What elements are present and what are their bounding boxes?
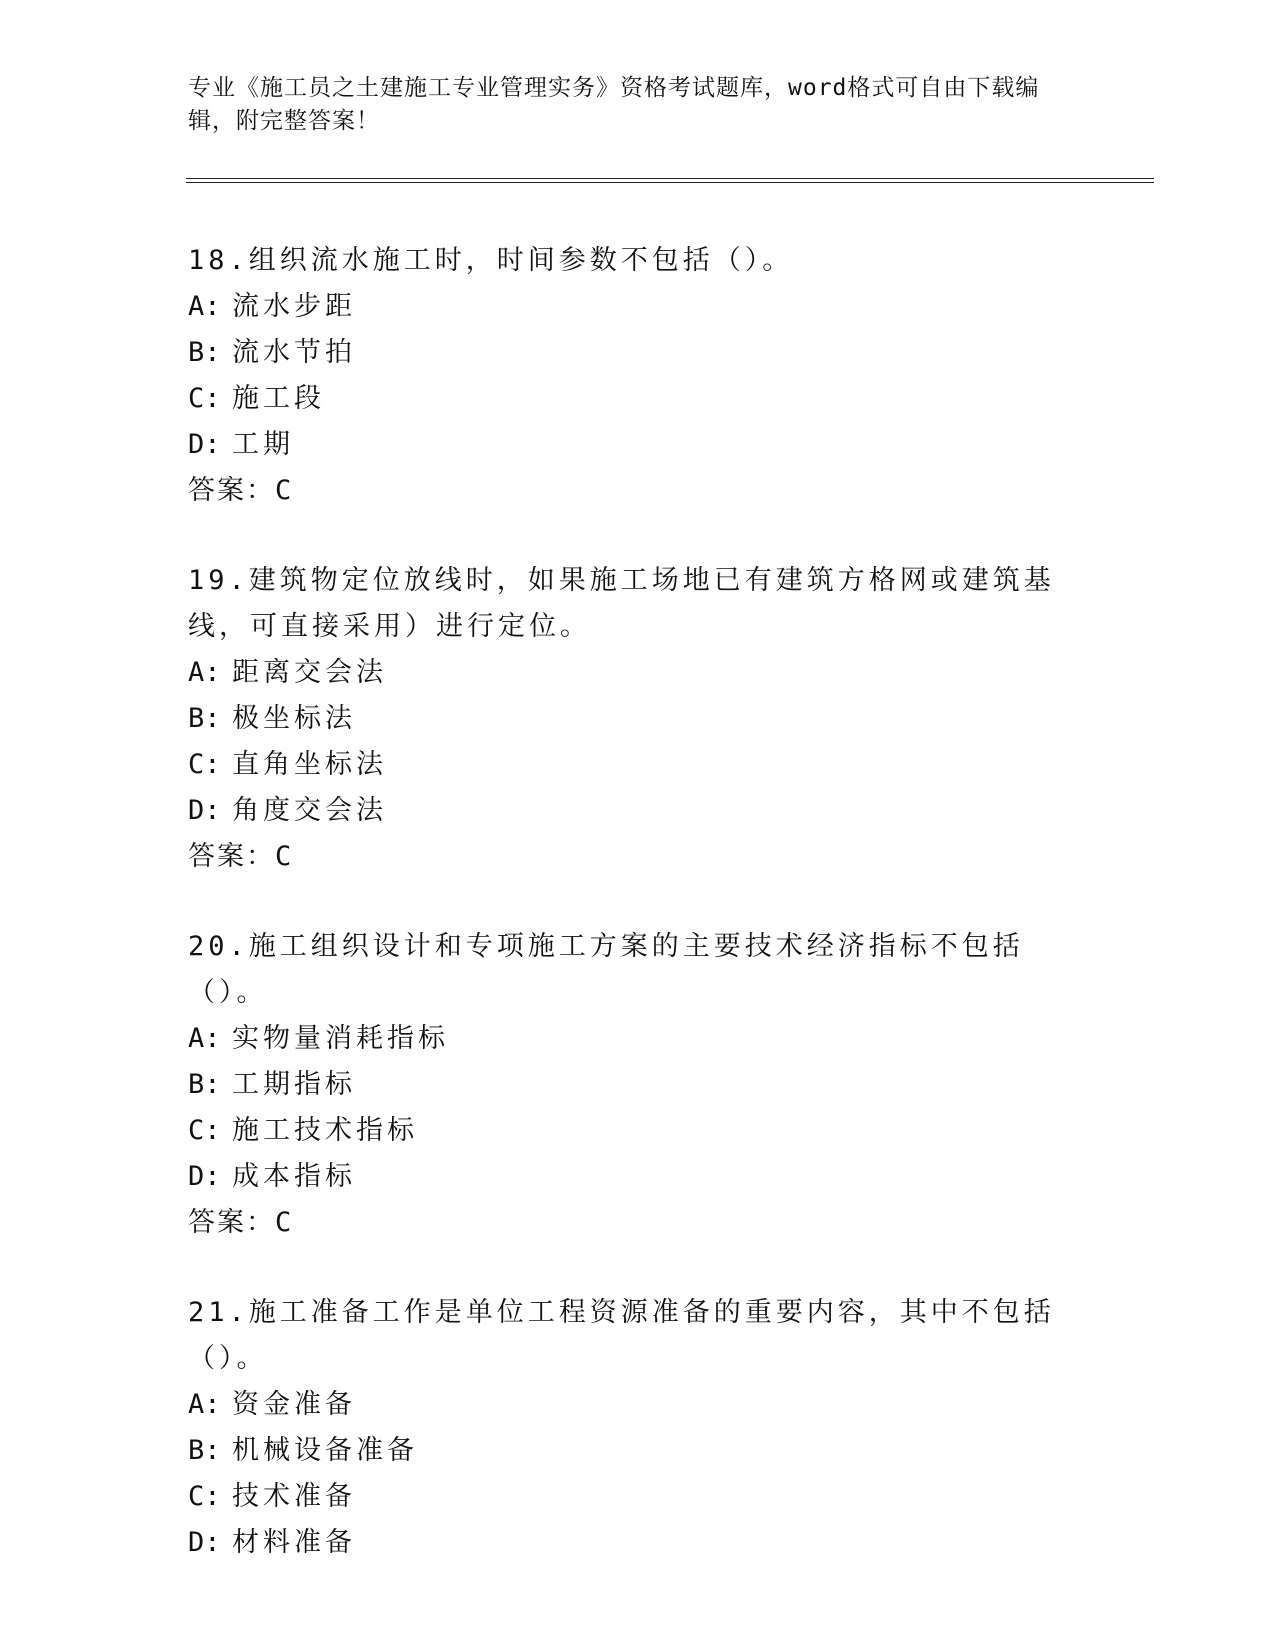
- option-b: [188, 330, 1088, 376]
- answer-line: [188, 1200, 1088, 1246]
- answer-line: [188, 834, 1088, 880]
- option-key: B:: [188, 1069, 221, 1100]
- option-text: 极坐标法: [232, 703, 356, 734]
- option-b: [188, 1428, 1088, 1474]
- option-key: B:: [188, 1435, 221, 1466]
- option-key: B:: [188, 703, 221, 734]
- option-text: 工期: [232, 429, 294, 460]
- option-key: A:: [188, 1023, 221, 1054]
- answer-label: 答案：: [188, 1207, 275, 1238]
- option-c: [188, 1474, 1088, 1520]
- question-text: 18.组织流水施工时，时间参数不包括（）。: [188, 245, 794, 276]
- option-key: B:: [188, 337, 221, 368]
- option-text: 实物量消耗指标: [232, 1023, 449, 1054]
- answer-line: [188, 468, 1088, 514]
- option-key: D:: [188, 1527, 221, 1558]
- option-text: 距离交会法: [232, 657, 387, 688]
- answer-label: 答案：: [188, 475, 275, 506]
- question-text: 20.施工组织设计和专项施工方案的主要技术经济指标不包括（）。: [188, 931, 1024, 1008]
- option-key: D:: [188, 429, 221, 460]
- option-text: 直角坐标法: [232, 749, 387, 780]
- option-key: D:: [188, 1161, 221, 1192]
- question-21: [188, 1290, 1088, 1566]
- option-key: C:: [188, 383, 221, 414]
- option-d: [188, 1520, 1088, 1566]
- option-c: [188, 1108, 1088, 1154]
- option-key: A:: [188, 291, 221, 322]
- option-key: A:: [188, 1389, 221, 1420]
- option-text: 角度交会法: [232, 795, 387, 826]
- header-divider-top: [186, 178, 1154, 179]
- question-text: 21.施工准备工作是单位工程资源准备的重要内容，其中不包括（）。: [188, 1297, 1055, 1374]
- question-19: [188, 558, 1088, 880]
- document-header: [188, 72, 1068, 138]
- answer-label: 答案：: [188, 841, 275, 872]
- option-b: [188, 1062, 1088, 1108]
- option-text: 施工技术指标: [232, 1115, 418, 1146]
- option-text: 机械设备准备: [232, 1435, 418, 1466]
- option-a: [188, 1016, 1088, 1062]
- answer-value: C: [275, 475, 292, 506]
- option-a: [188, 284, 1088, 330]
- question-18: [188, 238, 1088, 514]
- option-c: [188, 742, 1088, 788]
- question-text: 19.建筑物定位放线时，如果施工场地已有建筑方格网或建筑基线，可直接采用）进行定位。: [188, 565, 1055, 642]
- option-text: 技术准备: [232, 1481, 356, 1512]
- option-key: A:: [188, 657, 221, 688]
- option-text: 成本指标: [232, 1161, 356, 1192]
- option-key: C:: [188, 1115, 221, 1146]
- question-20: [188, 924, 1088, 1246]
- option-key: C:: [188, 749, 221, 780]
- option-c: [188, 376, 1088, 422]
- option-text: 资金准备: [232, 1389, 356, 1420]
- question-list: [188, 238, 1088, 1610]
- option-text: 流水步距: [232, 291, 356, 322]
- header-text: 专业《施工员之土建施工专业管理实务》资格考试题库，word格式可自由下载编辑，附完整答案！: [188, 75, 1040, 134]
- option-key: D:: [188, 795, 221, 826]
- header-divider-bottom: [186, 182, 1154, 183]
- option-d: [188, 1154, 1088, 1200]
- option-a: [188, 650, 1088, 696]
- option-key: C:: [188, 1481, 221, 1512]
- option-a: [188, 1382, 1088, 1428]
- option-d: [188, 422, 1088, 468]
- answer-value: C: [275, 1207, 292, 1238]
- option-d: [188, 788, 1088, 834]
- option-b: [188, 696, 1088, 742]
- option-text: 工期指标: [232, 1069, 356, 1100]
- option-text: 流水节拍: [232, 337, 356, 368]
- option-text: 施工段: [232, 383, 325, 414]
- answer-value: C: [275, 841, 292, 872]
- option-text: 材料准备: [232, 1527, 356, 1558]
